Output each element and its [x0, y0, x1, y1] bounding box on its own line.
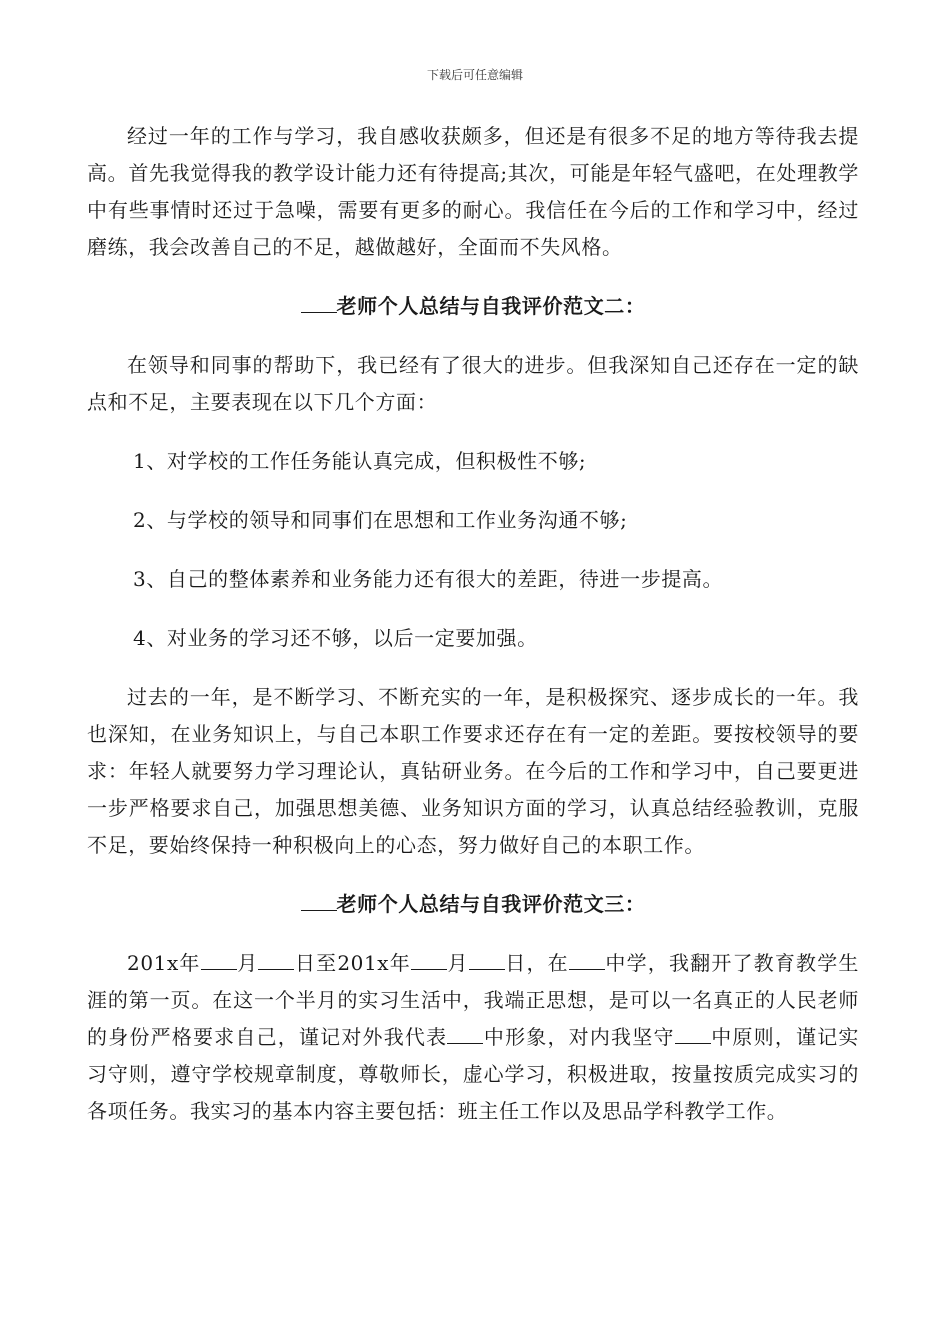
paragraph-1: 经过一年的工作与学习，我自感收获颇多，但还是有很多不足的地方等待我去提高。首先我觉得我的教学设计能力还有待提高;其次，可能是年轻气盛吧，在处理教学中有些事情时还过于急噪，需要有更多的耐心。我信任在今后的工作和学习中，经过磨练，我会改善自己的不足，越做越好，全面而不失风格。 — [87, 124, 859, 259]
list-item: 4、对业务的学习还不够，以后一定要加强。 — [133, 626, 538, 650]
blank-line — [411, 953, 447, 970]
heading-sample-3 — [87, 886, 859, 923]
blank-line — [301, 894, 337, 911]
blank-line — [469, 953, 505, 970]
p4-text: 中学，我翻开了教育教学生涯的第一页。在这一个半月的实习生活中，我端正思想，是可以一名真正的人民老师的身份严格要求自己，谨记对外我代表 — [87, 951, 860, 1049]
list-item: 3、自己的整体素养和业务能力还有很大的差距，待进一步提高。 — [133, 567, 724, 591]
list-item: 2、与学校的领导和同事们在思想和工作业务沟通不够; — [133, 508, 628, 532]
p4-text: 中原则，谨记实习守则，遵守学校规章制度，尊敬师长，虚心学习，积极进取，按量按质完成实习的各项任务。我实习的基本内容主要包括：班主任工作以及思品学科教学工作。 — [87, 1025, 859, 1123]
paragraph-2: 在领导和同事的帮助下，我已经有了很大的进步。但我深知自己还存在一定的缺点和不足，主要表现在以下几个方面： — [87, 353, 859, 414]
paragraph-3: 过去的一年，是不断学习、不断充实的一年，是积极探究、逐步成长的一年。我也深知，在业务知识上，与自己本职工作要求还存在有一定的差距。要按校领导的要求：年轻人就要努力学习理论认，真钻研业务。在今后的工作和学习中，自己要更进一步严格要求自己，加强思想美德、业务知识方面的学习，认真总结经验教训，克服不足，要始终保持一种积极向上的心态，努力做好自己的本职工作。 — [87, 685, 859, 857]
blank-line — [201, 953, 237, 970]
p4-text: 日，在 — [504, 951, 569, 975]
p4-text: 中形象，对内我坚守 — [483, 1025, 675, 1049]
paragraph-4 — [87, 945, 859, 1130]
heading-sample-3-text: 老师个人总结与自我评价范文三： — [336, 892, 646, 916]
blank-line — [569, 953, 605, 970]
blank-line — [675, 1027, 711, 1044]
document-body — [87, 118, 859, 1130]
p4-text: 201x年 — [127, 951, 201, 975]
blank-line — [301, 296, 337, 313]
p4-text: 月 — [446, 951, 469, 975]
heading-sample-2-text: 老师个人总结与自我评价范文二： — [336, 294, 646, 318]
p4-text: 月 — [236, 951, 259, 975]
list-item: 1、对学校的工作任务能认真完成，但积极性不够; — [133, 449, 587, 473]
p4-text: 日至201x年 — [294, 951, 411, 975]
blank-line — [447, 1027, 483, 1044]
blank-line — [258, 953, 294, 970]
heading-sample-2 — [87, 288, 859, 325]
page-header-note: 下载后可任意编辑 — [426, 68, 523, 82]
